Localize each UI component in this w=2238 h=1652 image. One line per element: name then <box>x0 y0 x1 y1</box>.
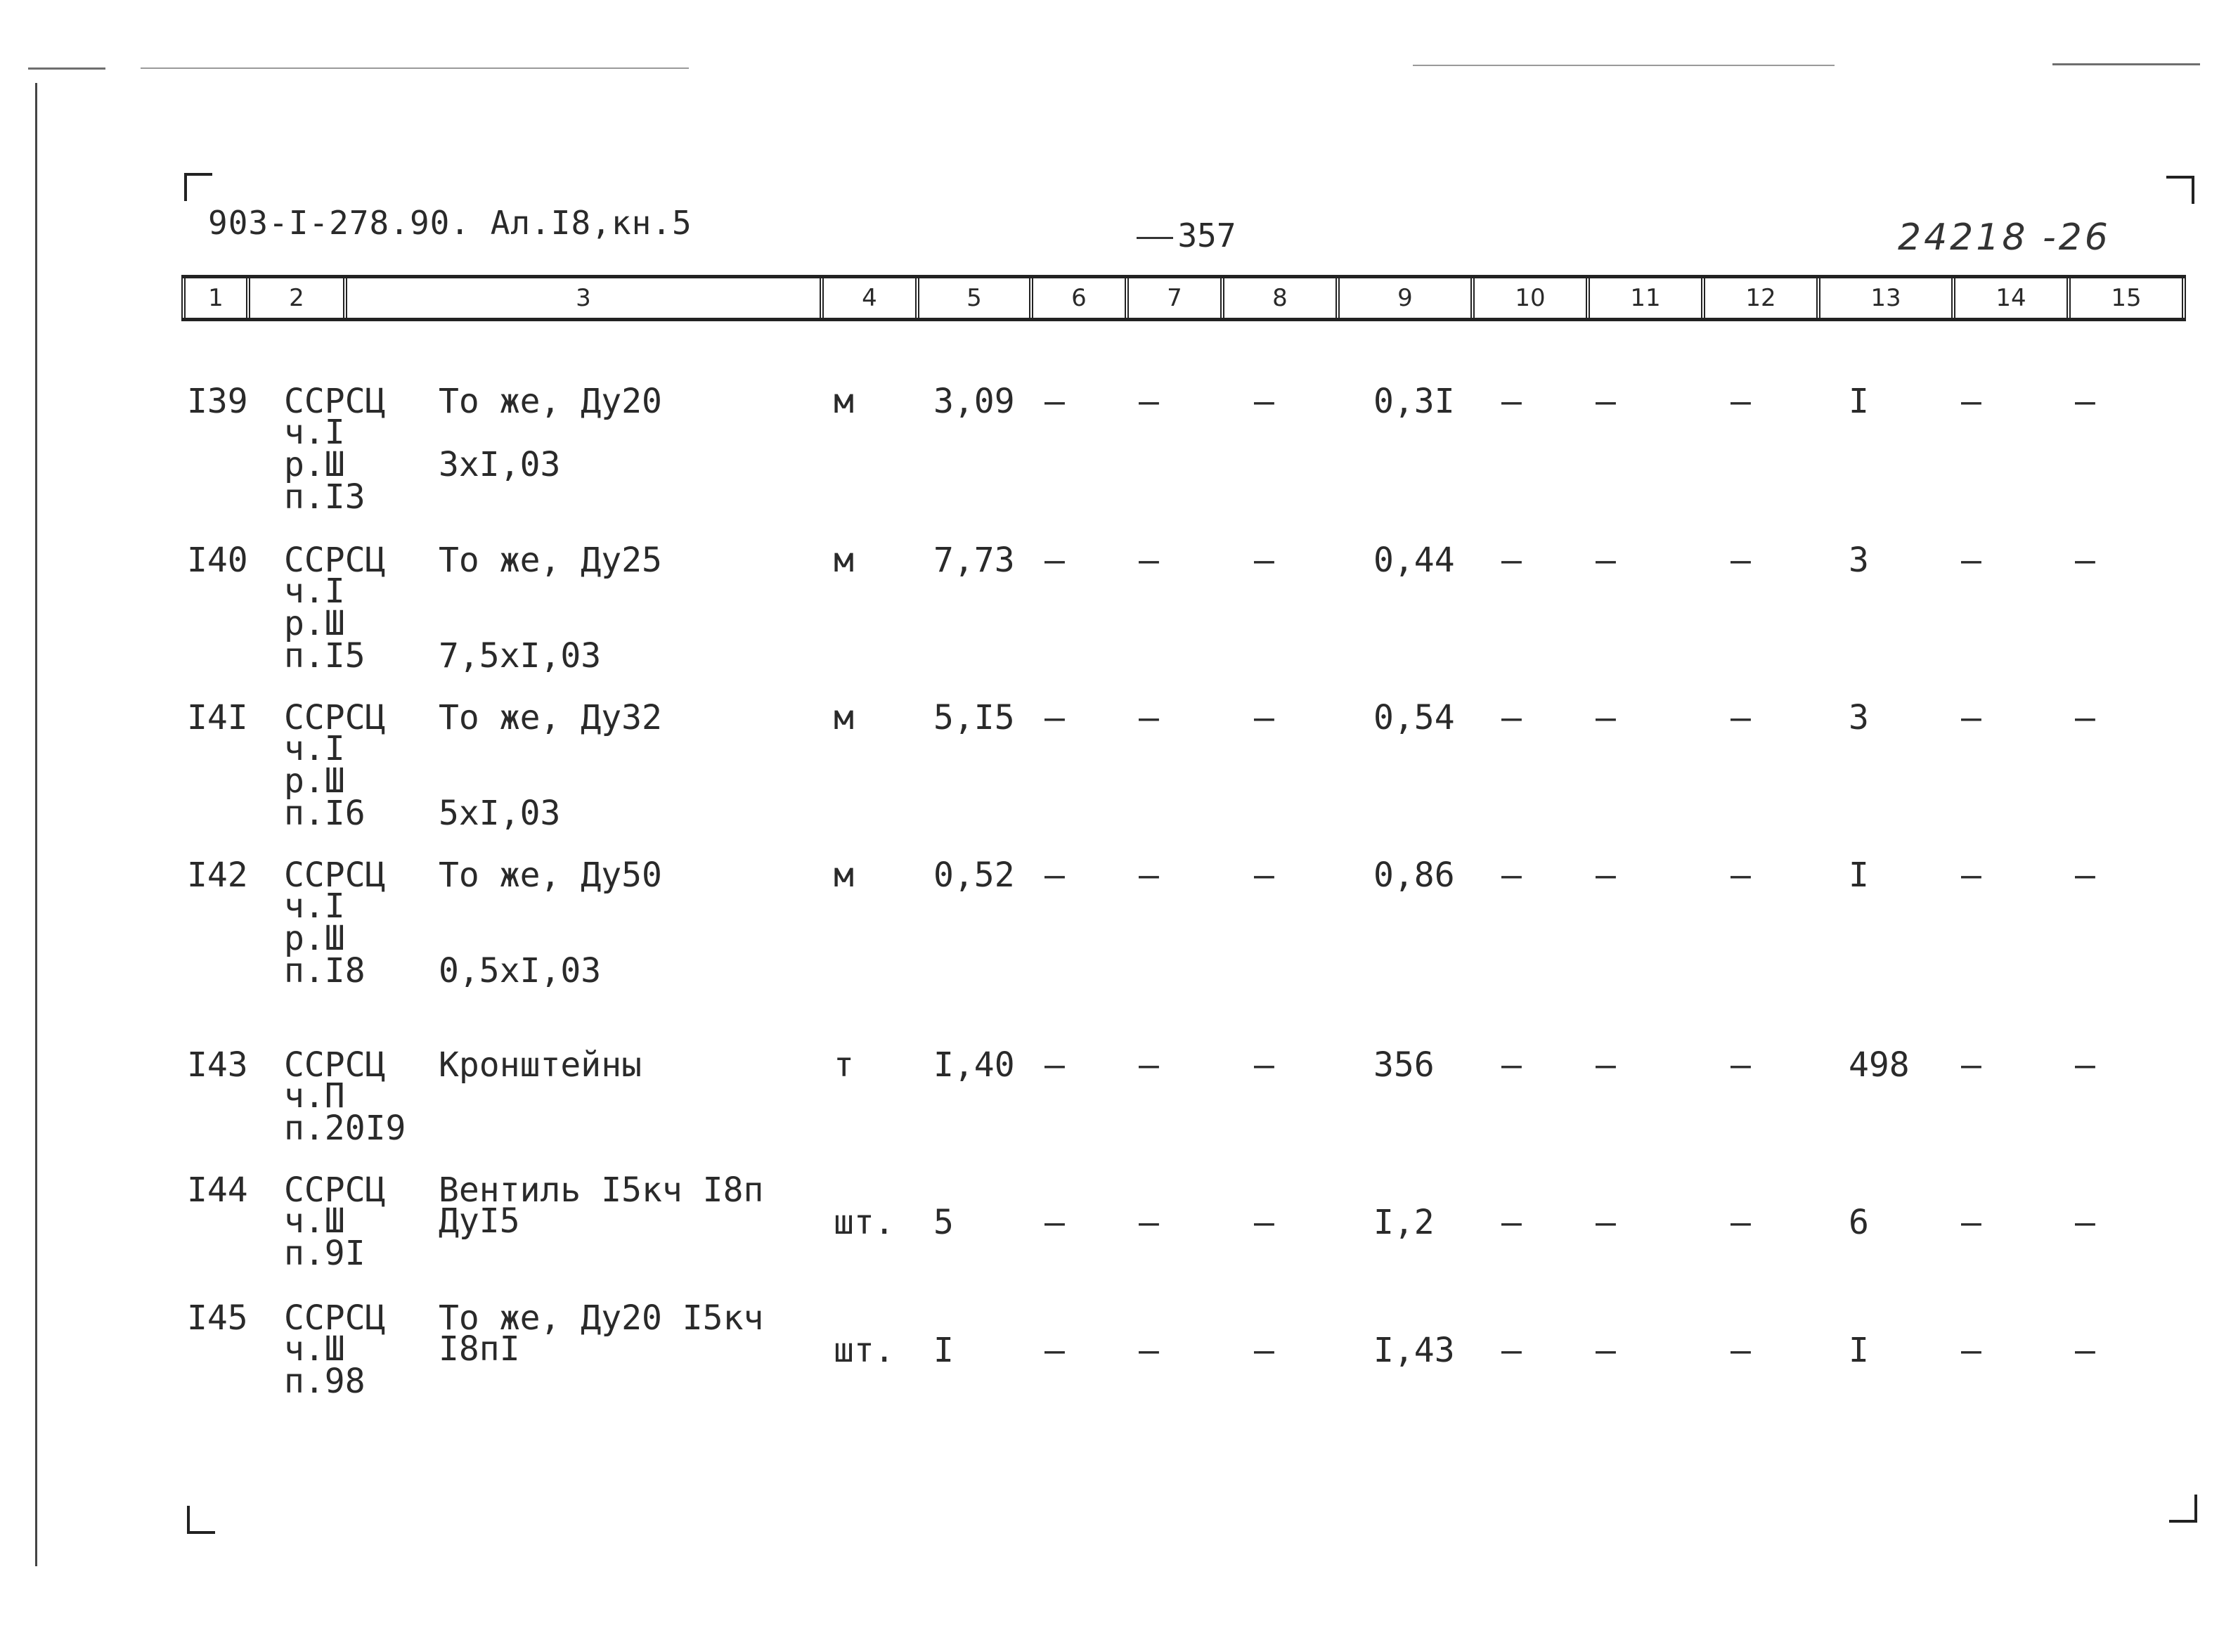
value-col7: – <box>1139 856 1159 895</box>
description-line: То же, Ду20 I5кч <box>439 1298 764 1338</box>
page-number-text: 357 <box>1177 217 1236 254</box>
value-col12: – <box>1731 1203 1751 1242</box>
column-number-header <box>181 275 2186 321</box>
handwritten-code: 24218 -26 <box>1898 217 2111 259</box>
description-line: ДуI5 <box>439 1201 520 1241</box>
description-line: То же, Ду50 <box>439 856 662 895</box>
value-col10: – <box>1501 1203 1522 1242</box>
value-col5: I <box>933 1331 954 1370</box>
value-col13: 3 <box>1849 698 1869 737</box>
value-col5: 5 <box>933 1203 954 1242</box>
corner-mark-top-left <box>184 173 212 201</box>
value-col10: – <box>1501 1045 1522 1085</box>
value-col14: – <box>1961 382 1981 421</box>
column-number: 1 <box>181 278 246 318</box>
value-col5: 7,73 <box>933 541 1015 580</box>
source-line: ч.I <box>284 572 345 611</box>
column-number: 6 <box>1029 278 1125 318</box>
corner-mark-bottom-left <box>187 1506 215 1534</box>
column-number: 7 <box>1125 278 1220 318</box>
left-margin-line <box>35 83 37 1566</box>
description-line: То же, Ду20 <box>439 382 662 421</box>
value-col8: – <box>1254 1331 1274 1370</box>
document-code: 903-I-278.90. Ал.I8,кн.5 <box>208 204 692 242</box>
description-line: I8пI <box>439 1329 520 1369</box>
row-number: I4I <box>187 698 248 737</box>
column-number: 10 <box>1470 278 1586 318</box>
column-number: 14 <box>1951 278 2066 318</box>
scan-top-line <box>141 67 689 69</box>
value-col9: 356 <box>1373 1045 1435 1085</box>
value-col14: – <box>1961 856 1981 895</box>
source-line: р.Ш <box>284 761 345 801</box>
value-col8: – <box>1254 856 1274 895</box>
value-col11: – <box>1596 1331 1616 1370</box>
source-line: ч.Ш <box>284 1329 345 1369</box>
column-number: 2 <box>246 278 343 318</box>
source-line: п.20I9 <box>284 1109 406 1148</box>
value-col9: I,2 <box>1373 1203 1435 1242</box>
unit: м <box>834 382 854 421</box>
value-col11: – <box>1596 698 1616 737</box>
value-col14: – <box>1961 1203 1981 1242</box>
value-col13: I <box>1849 856 1869 895</box>
value-col10: – <box>1501 856 1522 895</box>
value-col11: – <box>1596 1203 1616 1242</box>
description-line: 0,5xI,03 <box>439 951 602 990</box>
value-col11: – <box>1596 856 1616 895</box>
unit: м <box>834 541 854 580</box>
source-line: ССРСЦ <box>284 382 386 421</box>
unit: м <box>834 698 854 737</box>
unit: шт. <box>834 1203 895 1242</box>
value-col14: – <box>1961 698 1981 737</box>
value-col10: – <box>1501 698 1522 737</box>
value-col14: – <box>1961 541 1981 580</box>
value-col8: – <box>1254 1045 1274 1085</box>
description-line: То же, Ду32 <box>439 698 662 737</box>
value-col7: – <box>1139 1203 1159 1242</box>
value-col15: – <box>2075 698 2095 737</box>
source-line: ч.I <box>284 886 345 926</box>
value-col11: – <box>1596 541 1616 580</box>
value-col6: – <box>1044 698 1065 737</box>
source-line: р.Ш <box>284 445 345 484</box>
value-col8: – <box>1254 541 1274 580</box>
description-line: 3xI,03 <box>439 445 561 484</box>
column-number: 12 <box>1701 278 1816 318</box>
value-col15: – <box>2075 1045 2095 1085</box>
source-line: ССРСЦ <box>284 698 386 737</box>
value-col12: – <box>1731 1045 1751 1085</box>
value-col10: – <box>1501 541 1522 580</box>
scan-top-line <box>1413 65 1835 66</box>
source-line: ч.П <box>284 1076 345 1116</box>
unit: т <box>834 1045 854 1085</box>
value-col12: – <box>1731 856 1751 895</box>
value-col6: – <box>1044 1203 1065 1242</box>
column-number: 3 <box>343 278 820 318</box>
value-col10: – <box>1501 1331 1522 1370</box>
value-col9: 0,3I <box>1373 382 1455 421</box>
source-line: р.Ш <box>284 919 345 958</box>
source-line: п.I8 <box>284 951 366 990</box>
dash-left <box>1137 237 1173 239</box>
value-col12: – <box>1731 541 1751 580</box>
value-col15: – <box>2075 856 2095 895</box>
source-line: р.Ш <box>284 604 345 643</box>
row-number: I45 <box>187 1298 248 1338</box>
source-line: ч.Ш <box>284 1201 345 1241</box>
value-col10: – <box>1501 382 1522 421</box>
source-line: ССРСЦ <box>284 1298 386 1338</box>
value-col9: 0,44 <box>1373 541 1455 580</box>
source-line: п.I5 <box>284 636 366 676</box>
value-col9: 0,54 <box>1373 698 1455 737</box>
column-number: 8 <box>1220 278 1335 318</box>
source-line: п.9I <box>284 1234 366 1273</box>
column-number: 11 <box>1586 278 1701 318</box>
scan-top-line <box>28 67 105 70</box>
row-number: I39 <box>187 382 248 421</box>
source-line: ч.I <box>284 413 345 452</box>
column-number: 13 <box>1816 278 1951 318</box>
column-number: 5 <box>915 278 1029 318</box>
value-col15: – <box>2075 1203 2095 1242</box>
value-col11: – <box>1596 382 1616 421</box>
unit: м <box>834 856 854 895</box>
source-line: ССРСЦ <box>284 1045 386 1085</box>
description-line: Вентиль I5кч I8п <box>439 1170 764 1210</box>
description-line: Кронштейны <box>439 1045 642 1085</box>
source-line: п.I3 <box>284 477 366 517</box>
value-col8: – <box>1254 698 1274 737</box>
value-col15: – <box>2075 1331 2095 1370</box>
row-number: I44 <box>187 1170 248 1210</box>
unit: шт. <box>834 1331 895 1370</box>
value-col5: I,40 <box>933 1045 1015 1085</box>
value-col9: 0,86 <box>1373 856 1455 895</box>
corner-mark-top-right <box>2166 176 2194 204</box>
value-col7: – <box>1139 382 1159 421</box>
value-col13: I <box>1849 382 1869 421</box>
value-col15: – <box>2075 382 2095 421</box>
value-col8: – <box>1254 1203 1274 1242</box>
row-number: I42 <box>187 856 248 895</box>
column-number: 9 <box>1335 278 1470 318</box>
description-line: 7,5xI,03 <box>439 636 602 676</box>
value-col6: – <box>1044 382 1065 421</box>
value-col5: 0,52 <box>933 856 1015 895</box>
value-col5: 3,09 <box>933 382 1015 421</box>
row-number: I43 <box>187 1045 248 1085</box>
source-line: ССРСЦ <box>284 1170 386 1210</box>
source-line: ч.I <box>284 729 345 768</box>
value-col7: – <box>1139 698 1159 737</box>
value-col12: – <box>1731 1331 1751 1370</box>
value-col11: – <box>1596 1045 1616 1085</box>
value-col14: – <box>1961 1045 1981 1085</box>
value-col13: 6 <box>1849 1203 1869 1242</box>
value-col6: – <box>1044 1331 1065 1370</box>
value-col12: – <box>1731 698 1751 737</box>
value-col12: – <box>1731 382 1751 421</box>
value-col13: I <box>1849 1331 1869 1370</box>
corner-mark-bottom-right <box>2169 1495 2197 1523</box>
value-col14: – <box>1961 1331 1981 1370</box>
value-col13: 3 <box>1849 541 1869 580</box>
column-number: 4 <box>820 278 915 318</box>
value-col6: – <box>1044 1045 1065 1085</box>
source-line: ССРСЦ <box>284 856 386 895</box>
source-line: п.98 <box>284 1362 366 1401</box>
description-line: То же, Ду25 <box>439 541 662 580</box>
value-col6: – <box>1044 856 1065 895</box>
description-line: 5xI,03 <box>439 794 561 833</box>
value-col7: – <box>1139 1045 1159 1085</box>
value-col5: 5,I5 <box>933 698 1015 737</box>
row-number: I40 <box>187 541 248 580</box>
source-line: ССРСЦ <box>284 541 386 580</box>
value-col9: I,43 <box>1373 1331 1455 1370</box>
value-col8: – <box>1254 382 1274 421</box>
value-col13: 498 <box>1849 1045 1910 1085</box>
value-col7: – <box>1139 1331 1159 1370</box>
value-col6: – <box>1044 541 1065 580</box>
value-col7: – <box>1139 541 1159 580</box>
source-line: п.I6 <box>284 794 366 833</box>
value-col15: – <box>2075 541 2095 580</box>
column-number: 15 <box>2066 278 2186 318</box>
scan-top-line <box>2052 63 2200 65</box>
